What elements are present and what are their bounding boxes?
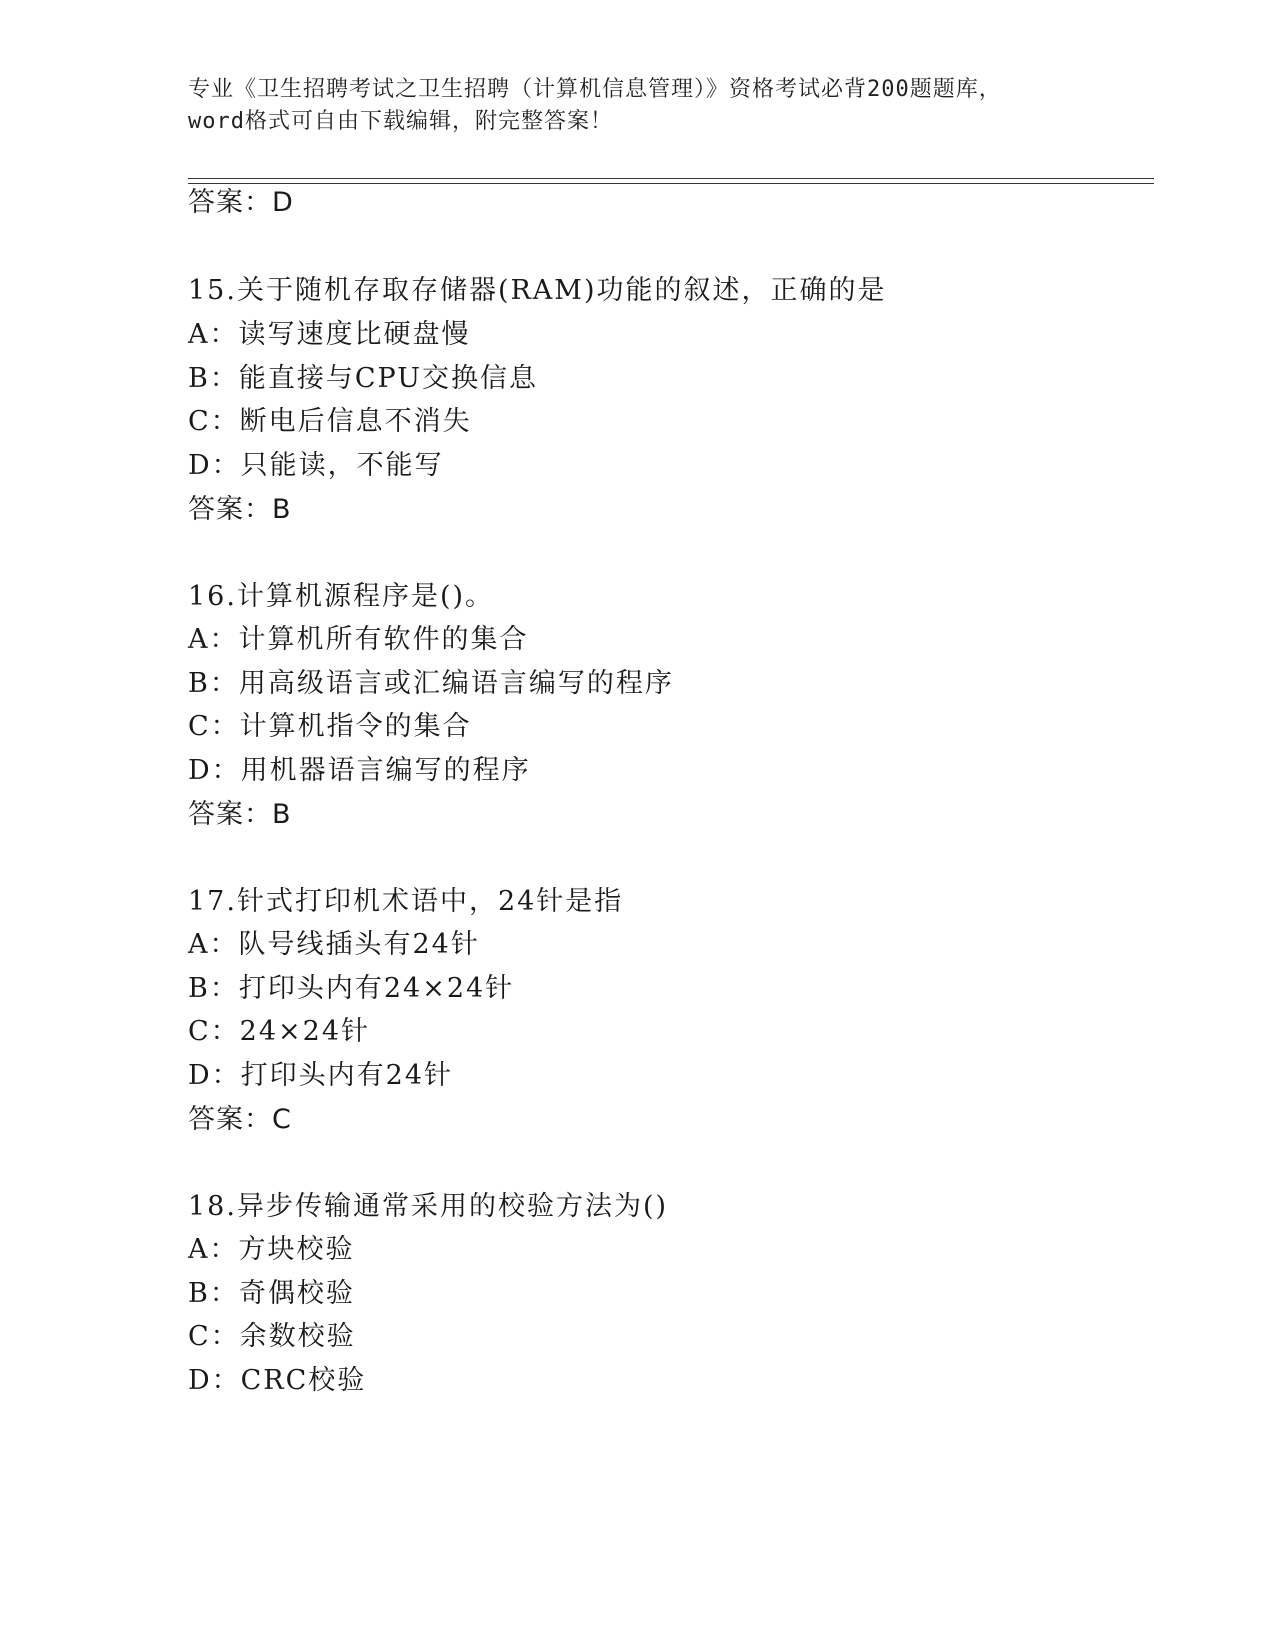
header-line-1: 专业《卫生招聘考试之卫生招聘（计算机信息管理）》资格考试必背200题题库， bbox=[188, 77, 1002, 102]
question-17: 17.针式打印机术语中，24针是指 bbox=[188, 886, 624, 917]
question-17-answer: 答案：C bbox=[188, 1104, 292, 1135]
question-15-option-d: D：只能读，不能写 bbox=[188, 450, 444, 481]
question-16-option-d: D：用机器语言编写的程序 bbox=[188, 755, 531, 786]
question-15-answer: 答案：B bbox=[188, 494, 292, 525]
question-15-option-a: A：读写速度比硬盘慢 bbox=[188, 319, 471, 350]
header-divider-bottom bbox=[188, 183, 1154, 184]
question-18: 18.异步传输通常采用的校验方法为() bbox=[188, 1191, 669, 1222]
question-15-option-c: C：断电后信息不消失 bbox=[188, 406, 472, 437]
question-17-option-d: D：打印头内有24针 bbox=[188, 1060, 454, 1091]
document-header bbox=[188, 74, 1088, 138]
question-15-option-b: B：能直接与CPU交换信息 bbox=[188, 363, 538, 394]
question-16-option-c: C：计算机指令的集合 bbox=[188, 711, 472, 742]
question-16: 16.计算机源程序是()。 bbox=[188, 581, 495, 612]
question-18-option-c: C：余数校验 bbox=[188, 1321, 356, 1352]
header-divider-top bbox=[188, 178, 1154, 179]
question-18-option-b: B：奇偶校验 bbox=[188, 1278, 355, 1309]
header-line-2: word格式可自由下载编辑，附完整答案！ bbox=[188, 109, 613, 134]
question-17-option-a: A：队号线插头有24针 bbox=[188, 929, 480, 960]
question-18-option-d: D：CRC校验 bbox=[188, 1365, 367, 1396]
question-16-option-a: A：计算机所有软件的集合 bbox=[188, 624, 529, 655]
question-17-option-b: B：打印头内有24×24针 bbox=[188, 973, 515, 1004]
previous-answer: 答案：D bbox=[188, 187, 294, 218]
question-16-option-b: B：用高级语言或汇编语言编写的程序 bbox=[188, 668, 674, 699]
question-16-answer: 答案：B bbox=[188, 799, 292, 830]
question-15: 15.关于随机存取存储器(RAM)功能的叙述，正确的是 bbox=[188, 275, 887, 306]
question-18-option-a: A：方块校验 bbox=[188, 1234, 355, 1265]
question-17-option-c: C：24×24针 bbox=[188, 1016, 370, 1047]
